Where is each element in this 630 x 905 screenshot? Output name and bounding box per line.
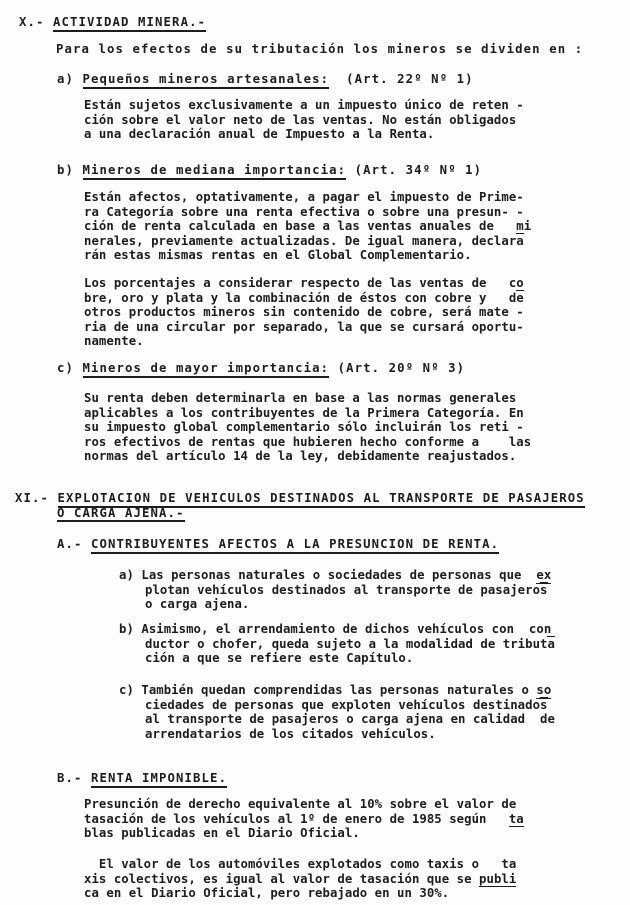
plain-text: ción sobre el valor neto de las ventas. No están obligados xyxy=(84,112,517,127)
plain-text: c) xyxy=(57,361,83,375)
plain-text: blas publicadas en el Diario Oficial. xyxy=(84,826,360,840)
text-line xyxy=(84,797,524,812)
text-line xyxy=(84,113,524,128)
plain-text: (Art. 22º Nº 1) xyxy=(329,72,474,86)
plain-text: bre, oro y plata y la combinación de éstos con cobre y d xyxy=(84,290,517,305)
text-line xyxy=(145,651,555,666)
text-line xyxy=(145,712,555,727)
item-a-body xyxy=(84,98,524,142)
plain-text: a) xyxy=(57,72,83,86)
plain-text: su impuesto global complementario sólo incluirán los reti - xyxy=(84,420,524,434)
text-line xyxy=(84,98,524,113)
text-line xyxy=(84,872,516,887)
text-line xyxy=(84,190,531,205)
underlined-text: CONTRIBUYENTES AFECTOS A LA PRESUNCION DE RENTA. xyxy=(91,537,499,554)
overlined-text: e xyxy=(516,290,524,305)
plain-text: El valor de los automóviles explotados como taxis o ta xyxy=(84,857,517,871)
renta-imponible-body-2 xyxy=(84,857,516,901)
plain-text: ción de renta calculada en base a las ventas anuales de mi xyxy=(84,219,532,233)
item-b-body-2 xyxy=(84,276,524,349)
item-c-heading xyxy=(57,361,465,376)
underlined-text: Mineros de mediana importancia: xyxy=(83,163,347,180)
plain-text: B.- xyxy=(57,771,92,785)
plain-text: rán estas mismas rentas en el Global Complementario. xyxy=(84,248,472,262)
plain-text: c) También quedan comprendidas las personas naturales o xyxy=(119,683,537,697)
section-x-intro xyxy=(56,42,583,57)
underlined-text: ex xyxy=(536,568,552,582)
text-line xyxy=(84,886,516,901)
plain-text: normas del artículo 14 de la ley, debidamente reajustados. xyxy=(84,449,517,463)
plain-text: ductor o chofer, queda sujeto a la modalidad de tribut xyxy=(145,636,548,651)
renta-imponible-body-1 xyxy=(84,797,524,841)
text-line xyxy=(57,361,465,376)
underlined-text: ACTIVIDAD MINERA.- xyxy=(53,15,206,32)
text-line xyxy=(119,622,555,637)
text-line xyxy=(84,435,531,450)
text-line xyxy=(84,248,531,263)
plain-text: namente. xyxy=(84,334,144,348)
plain-text: otros productos mineros sin contenido de cobre, será mate - xyxy=(84,305,524,319)
plain-text: Están sujetos exclusivamente a un impuesto único de reten - xyxy=(84,98,524,112)
plain-text: a una declaración anual de Impuesto a la Renta. xyxy=(84,127,435,141)
text-line xyxy=(84,812,524,827)
underlined-text: ta xyxy=(508,811,524,826)
plain-text: b) xyxy=(57,163,83,177)
plain-text: o carga ajena. xyxy=(145,597,250,611)
text-line xyxy=(84,420,531,435)
section-xi-heading xyxy=(15,491,585,520)
text-line xyxy=(145,698,555,713)
underlined-text: so xyxy=(536,683,552,697)
text-line xyxy=(84,826,524,841)
item-a-heading xyxy=(57,72,474,87)
plain-text: ciedades de personas que exploten vehículos destinado xyxy=(145,697,541,712)
text-line xyxy=(84,449,531,464)
underlined-text: RENTA IMPONIBLE. xyxy=(91,771,227,788)
plain-text: Están afectos, optativamente, a pagar el impuesto de Prime- xyxy=(84,190,524,204)
text-line xyxy=(57,163,482,178)
underlined-text: Pequeños mineros artesanales: xyxy=(83,72,330,89)
plain-text: nerales, previamente actualizadas. De igual manera, declar xyxy=(84,233,517,248)
plain-text: X.- xyxy=(19,15,54,29)
plain-text: ros efectivos de rentas que hubieren hecho conforme a las xyxy=(84,434,532,449)
text-line xyxy=(15,491,585,506)
text-line xyxy=(84,219,531,234)
text-line xyxy=(84,857,516,872)
plain-text: XI.- xyxy=(15,491,58,505)
text-line xyxy=(84,406,531,421)
text-line xyxy=(145,583,551,598)
plain-text: Los porcentajes a considerar respecto de las ventas de co xyxy=(84,276,524,290)
text-line xyxy=(145,637,555,652)
plain-text: (Art. 20º Nº 3) xyxy=(329,361,466,375)
underlined-text: O CARGA AJENA.- xyxy=(57,506,185,523)
text-line xyxy=(84,391,531,406)
underlined-text: EXPLOTACION DE VEHICULOS DESTINADOS AL TRANSPORTE DE PASAJEROS xyxy=(58,491,585,508)
overlined-text: s xyxy=(540,582,548,597)
list-item-a xyxy=(119,568,551,612)
text-line xyxy=(57,506,585,521)
plain-text: ra Categoría sobre una renta efectiva o sobre una presun- - xyxy=(84,204,524,219)
subsection-a-heading xyxy=(57,537,499,552)
subsection-b-heading xyxy=(57,771,227,786)
text-line xyxy=(84,305,524,320)
underlined-text: publi xyxy=(479,871,517,886)
item-b-body-1 xyxy=(84,190,531,263)
plain-text: al transporte de pasajeros o carga ajena en calidad de xyxy=(145,712,555,726)
plain-text: b) Asimismo, el arrendamiento de dichos vehículos con con xyxy=(119,622,552,636)
text-line xyxy=(84,127,524,142)
text-line xyxy=(56,42,583,57)
list-item-c xyxy=(119,683,555,741)
text-line xyxy=(119,568,551,583)
plain-text: Presunción de derecho equivalente al 10% sobre el valor de xyxy=(84,797,517,811)
plain-text: a) Las personas naturales o sociedades de personas que xyxy=(119,568,537,582)
plain-text: arrendatarios de los citados vehículos. xyxy=(145,726,436,741)
plain-text: Su renta deben determinarla en base a las normas generales xyxy=(84,391,517,405)
overlined-text: s xyxy=(540,697,548,712)
plain-text: A.- xyxy=(57,537,92,551)
plain-text: tasación de los vehículos al 1º de enero de 1985 según xyxy=(84,811,509,826)
text-line xyxy=(119,683,555,698)
plain-text: aplicables a los contribuyentes de la Primera Categoría. En xyxy=(84,405,524,420)
text-line xyxy=(84,205,531,220)
text-line xyxy=(145,727,555,742)
overlined-text: a xyxy=(516,233,524,248)
text-line xyxy=(57,72,474,87)
plain-text: ria de una circular por separado, la que se cursará oportu- xyxy=(84,319,524,334)
text-line xyxy=(84,276,524,291)
text-line xyxy=(19,15,206,30)
text-line xyxy=(57,771,227,786)
text-line xyxy=(57,537,499,552)
list-item-b xyxy=(119,622,555,666)
section-x-heading xyxy=(19,15,206,30)
text-line xyxy=(84,320,524,335)
text-line xyxy=(84,234,531,249)
plain-text: ca en el Diario Oficial, pero rebajado en un 30%. xyxy=(84,886,450,900)
item-c-body xyxy=(84,391,531,464)
overlined-text: a xyxy=(547,636,555,651)
plain-text: xis colectivos, es igual al valor de tasación que se xyxy=(84,871,480,886)
text-line xyxy=(84,291,524,306)
text-line xyxy=(145,597,551,612)
item-b-heading xyxy=(57,163,482,178)
underlined-text: Mineros de mayor importancia: xyxy=(83,361,330,378)
plain-text: plotan vehículos destinados al transporte de pasajero xyxy=(145,582,541,597)
plain-text: Para los efectos de su tributación los mineros se dividen en : xyxy=(56,42,584,56)
text-line xyxy=(84,334,524,349)
plain-text: ción a que se refiere este Capítulo. xyxy=(145,651,414,665)
plain-text: (Art. 34º Nº 1) xyxy=(346,163,483,177)
